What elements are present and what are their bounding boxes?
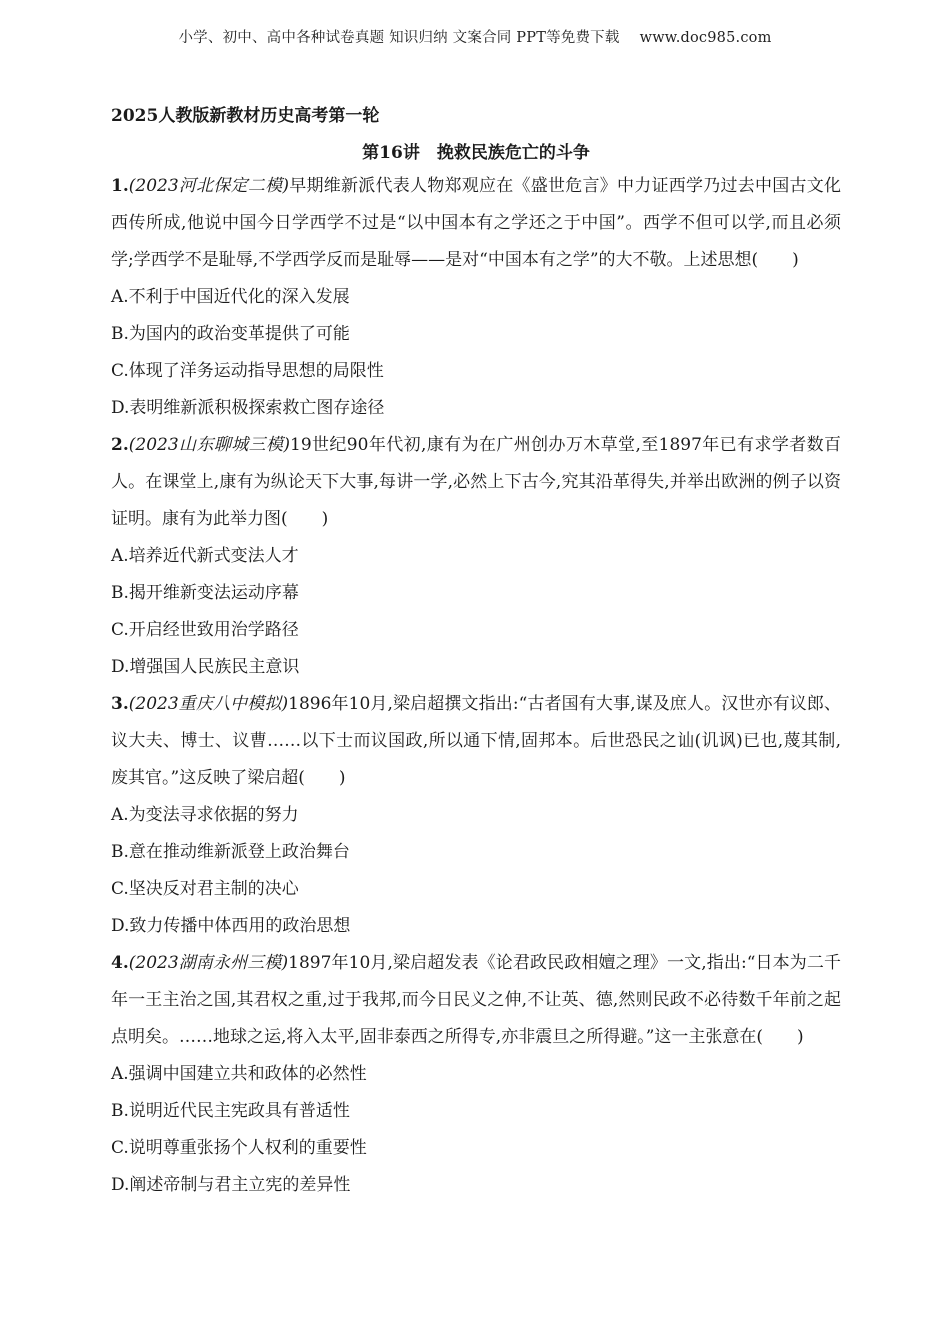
question-4: [111, 945, 841, 1204]
question-text: 早期维新派代表人物郑观应在《盛世危言》中力证西学乃过去中国古文化西传所成,他说中国今日学西学不过是“以中国本有之学还之于中国”。西学不但可以学,而且必须学;学西学不是耻辱,不学西学反而是耻辱——是对“中国本有之学”的大不敬。上述思想( ): [111, 176, 842, 270]
question-source: (2023山东聊城三模): [128, 435, 291, 455]
question-3: [111, 686, 841, 945]
option-b: B.意在推动维新派登上政治舞台: [111, 842, 350, 862]
option-list: [111, 797, 841, 945]
question-stem: 1.(2023河北保定二模)早期维新派代表人物郑观应在《盛世危言》中力证西学乃过去中国古文化西传所成,他说中国今日学西学不过是“以中国本有之学还之于中国”。西学不但可以学,而且必须学;学西学不是耻辱,不学西学反而是耻辱——是对“中国本有之学”的大不敬。上述思想( ): [111, 176, 842, 270]
option-d: D.增强国人民族民主意识: [111, 657, 300, 677]
question-source: (2023河北保定二模): [128, 176, 290, 196]
question-stem: 3.(2023重庆八中模拟)1896年10月,梁启超撰文指出:“古者国有大事,谋及庶人。汉世亦有议郎、议大夫、博士、议曹……以下士而议国政,所以通下情,固邦本。后世恐民之讪(讥讽)已也,蔑其制,废其官。”这反映了梁启超( ): [111, 694, 841, 788]
question-number: 1: [111, 176, 123, 196]
option-list: [111, 1056, 841, 1204]
header-site-link[interactable]: www.doc985.com: [639, 30, 772, 46]
question-number: 4: [111, 953, 123, 973]
option-list: [111, 538, 841, 686]
question-stem: 4.(2023湖南永州三模)1897年10月,梁启超发表《论君政民政相嬗之理》一文,指出:“日本为二千年一王主治之国,其君权之重,过于我邦,而今日民义之伸,不让英、德,然则民政不必待数千年前之起点明矣。……地球之运,将入太平,固非泰西之所得专,亦非震旦之所得避。”这一主张意在( ): [111, 953, 841, 1047]
question-2: [111, 427, 841, 686]
option-b: B.为国内的政治变革提供了可能: [111, 324, 350, 344]
option-c: C.坚决反对君主制的决心: [111, 879, 299, 899]
option-c: C.体现了洋务运动指导思想的局限性: [111, 361, 384, 381]
page-header: [0, 26, 950, 47]
question-number: 3: [111, 694, 123, 714]
question-1: [111, 168, 841, 427]
question-text: 1896年10月,梁启超撰文指出:“古者国有大事,谋及庶人。汉世亦有议郎、议大夫、博士、议曹……以下士而议国政,所以通下情,固邦本。后世恐民之讪(讥讽)已也,蔑其制,废其官。”这反映了梁启超( ): [111, 694, 841, 788]
option-d: D.致力传播中体西用的政治思想: [111, 916, 351, 936]
option-b: B.揭开维新变法运动序幕: [111, 583, 299, 603]
option-a: A.为变法寻求依据的努力: [111, 805, 299, 825]
option-b: B.说明近代民主宪政具有普适性: [111, 1101, 350, 1121]
question-text: 1897年10月,梁启超发表《论君政民政相嬗之理》一文,指出:“日本为二千年一王主治之国,其君权之重,过于我邦,而今日民义之伸,不让英、德,然则民政不必待数千年前之起点明矣。……地球之运,将入太平,固非泰西之所得专,亦非震旦之所得避。”这一主张意在( ): [111, 953, 841, 1047]
option-a: A.强调中国建立共和政体的必然性: [111, 1064, 367, 1084]
question-source: (2023重庆八中模拟): [128, 694, 289, 714]
document-body: [111, 102, 841, 1204]
lecture-title: 第16讲 挽救民族危亡的斗争: [362, 143, 590, 163]
option-c: C.开启经世致用治学路径: [111, 620, 299, 640]
option-a: A.培养近代新式变法人才: [111, 546, 299, 566]
option-d: D.表明维新派积极探索救亡图存途径: [111, 398, 385, 418]
question-text: 19世纪90年代初,康有为在广州创办万木草堂,至1897年已有求学者数百人。在课堂上,康有为纵论天下大事,每讲一学,必然上下古今,究其沿革得失,并举出欧洲的例子以资证明。康有为此举力图( ): [111, 435, 841, 529]
header-text: 小学、初中、高中各种试卷真题 知识归纳 文案合同 PPT等免费下载: [178, 30, 620, 46]
question-number: 2: [111, 435, 123, 455]
option-a: A.不利于中国近代化的深入发展: [111, 287, 350, 307]
document-title: 2025人教版新教材历史高考第一轮: [111, 106, 380, 126]
question-stem: 2.(2023山东聊城三模)19世纪90年代初,康有为在广州创办万木草堂,至1897年已有求学者数百人。在课堂上,康有为纵论天下大事,每讲一学,必然上下古今,究其沿革得失,并举出欧洲的例子以资证明。康有为此举力图( ): [111, 435, 841, 529]
option-c: C.说明尊重张扬个人权利的重要性: [111, 1138, 367, 1158]
question-source: (2023湖南永州三模): [128, 953, 289, 973]
option-d: D.阐述帝制与君主立宪的差异性: [111, 1175, 351, 1195]
option-list: [111, 279, 841, 427]
